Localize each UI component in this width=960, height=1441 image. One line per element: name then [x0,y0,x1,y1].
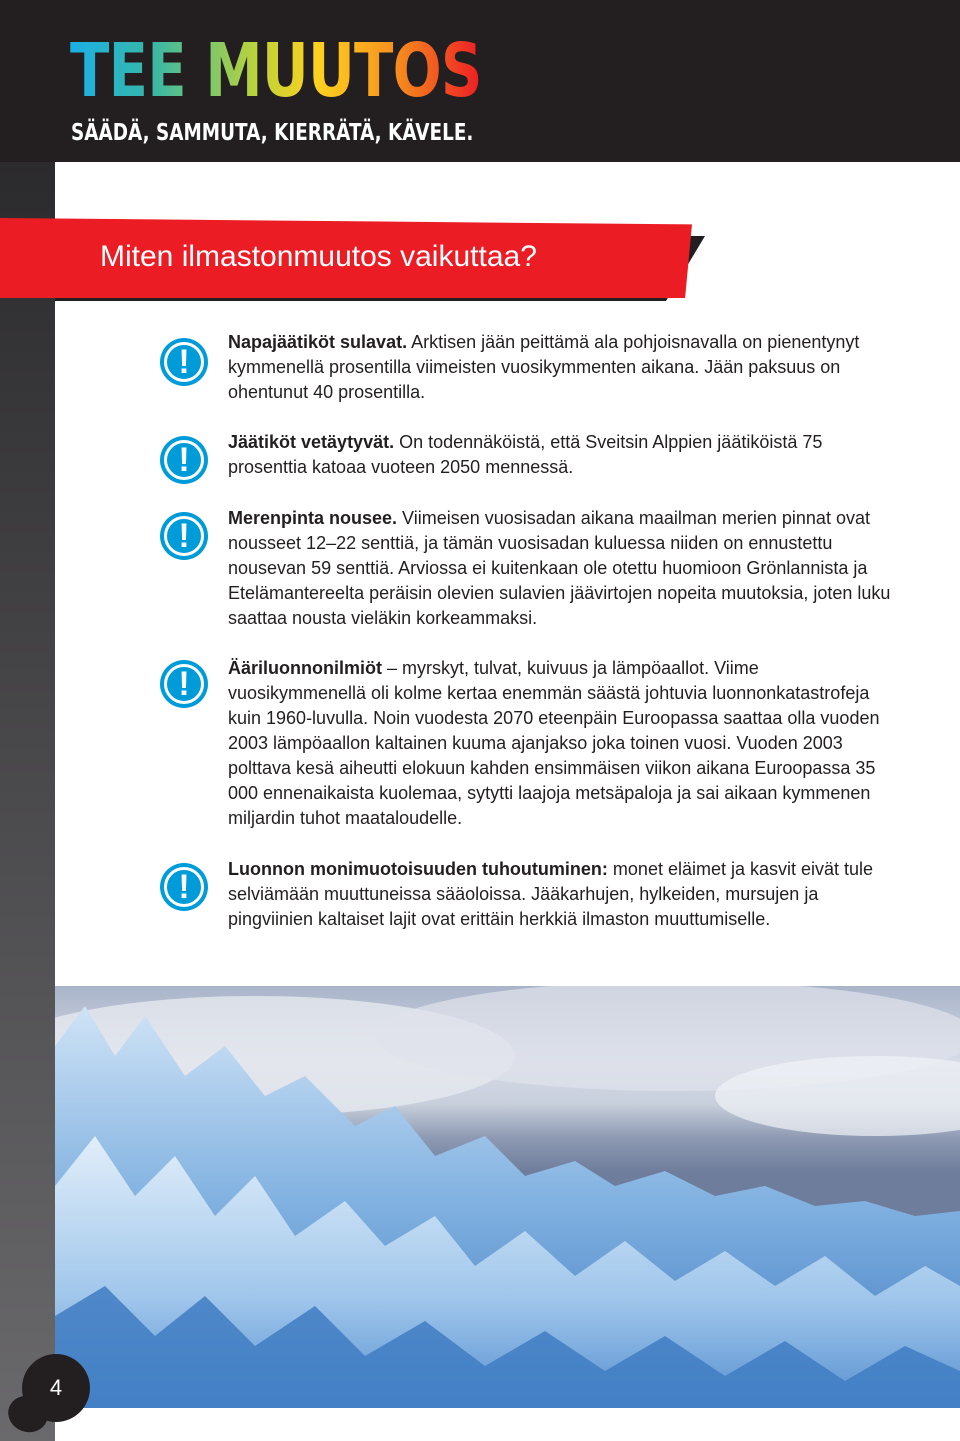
item-body: monet eläimet ja kasvit eivät tule selviämään muuttuneissa sääoloissa. Jääkarhujen, hylkeiden, mursujen ja pingviinien kaltaiset lajit ovat erittäin herkkiä ilmaston muuttumiselle. [228,859,874,929]
exclamation-icon [160,338,208,386]
exclamation-glyph: ! [178,343,190,381]
item-paragraph [228,330,900,405]
glacier-illustration [55,986,960,1408]
item-heading: Luonnon monimuotoisuuden tuhoutuminen: [228,859,608,879]
item-heading: Merenpinta nousee. [228,508,398,528]
item-heading: Napajäätiköt sulavat. [228,332,408,352]
item-paragraph [228,506,900,631]
list-item [160,330,900,405]
exclamation-glyph: ! [178,441,190,479]
list-item [160,857,900,932]
item-paragraph [228,857,900,932]
exclamation-glyph: ! [178,517,190,555]
item-body: – myrskyt, tulvat, kuivuus ja lämpöaallot. Viime vuosikymmenellä oli kolme kertaa enemmän säästä johtuvia luonnonkatastrofeja kuin 1960-luvulla. Noin vuodesta 2070 eteenpäin Euroopassa saattaa olla vuoden 2003 lämpöaallon kaltainen kuuma ajanjakso joka toinen vuosi. Vuoden 2003 polttava kesä aiheutti elokuun kahden ensimmäisen viikon aikana Euroopassa 35 000 ennenaikaista kuolemaa, sytytti laajoja metsäpaloja ja sai aikaan kymmenen miljardin tuhot maataloudelle. [228,658,880,828]
item-paragraph [228,430,900,480]
section-title: Miten ilmastonmuutos vaikuttaa? [100,240,537,273]
item-body: Arktisen jään peittämä ala pohjoisnavalla on pienentynyt kymmenellä prosentilla viimeisten vuosikymmenten aikana. Jään paksuus on ohentunut 40 prosentilla. [228,332,860,402]
exclamation-glyph: ! [178,868,190,906]
list-item [160,656,900,831]
exclamation-icon [160,863,208,911]
list-item [160,430,900,480]
exclamation-icon [160,512,208,560]
left-margin-strip [0,162,55,1441]
item-body: Viimeisen vuosisadan aikana maailman merien pinnat ovat nousseet 12–22 senttiä, ja tämän vuosisadan kuluessa niiden on ennustettu nousevan 59 senttiä. Arviossa ei kuitenkaan ole otettu huomioon Grönlannista ja Etelämantereelta peräisin olevien sulavien jäävirtojen nopeita muutoksia, joten luku saattaa nousta vieläkin korkeammaksi. [228,508,891,628]
item-paragraph [228,656,900,831]
logo-tagline: SÄÄDÄ, SAMMUTA, KIERRÄTÄ, KÄVELE. [71,120,474,146]
item-heading: Jäätiköt vetäytyvät. [228,432,395,452]
glacier-photo [55,986,960,1408]
exclamation-icon [160,660,208,708]
page-number: 4 [22,1354,90,1422]
exclamation-icon [160,436,208,484]
logo-title: TEE MUUTOS [70,28,482,114]
item-heading: Ääriluonnonilmiöt [228,658,382,678]
exclamation-glyph: ! [178,665,190,703]
list-item [160,506,900,631]
item-body: On todennäköistä, että Sveitsin Alppien jäätiköistä 75 prosenttia katoaa vuoteen 2050 mennessä. [228,432,823,477]
